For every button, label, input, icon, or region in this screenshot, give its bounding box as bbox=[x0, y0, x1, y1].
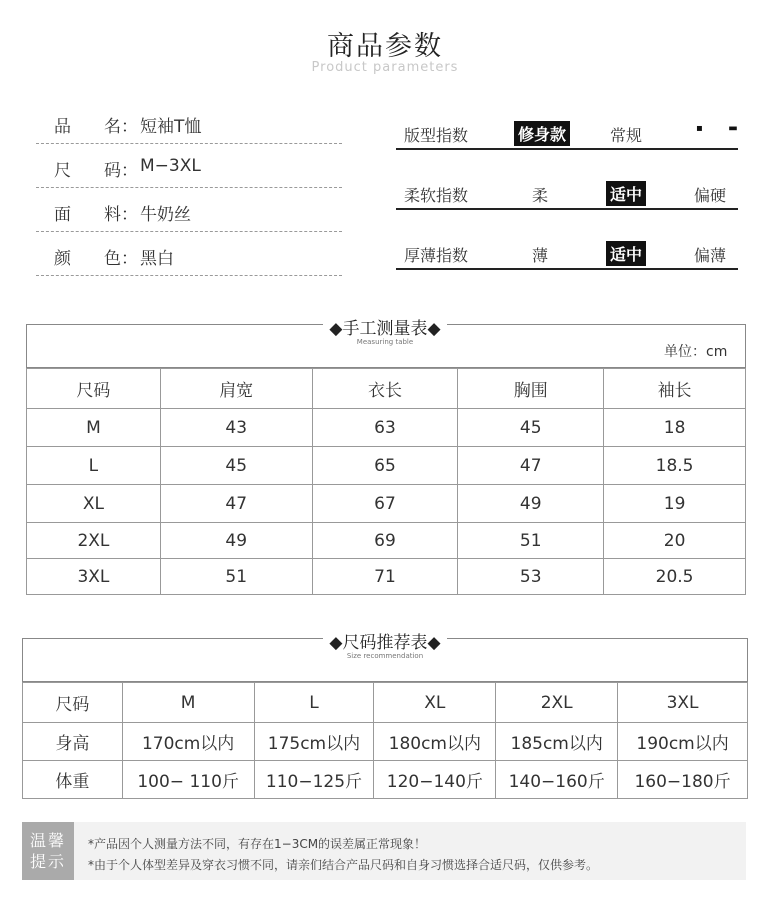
table-header-cell: L bbox=[254, 683, 374, 723]
tip-panel bbox=[22, 822, 746, 880]
table-cell: 175cm以内 bbox=[254, 723, 374, 761]
table-cell: 51 bbox=[458, 523, 604, 559]
table-cell: 180cm以内 bbox=[374, 723, 496, 761]
table-cell: 67 bbox=[312, 485, 458, 523]
recommend-table bbox=[22, 682, 748, 799]
table-row bbox=[23, 761, 748, 799]
recommend-title: ◆尺码推荐表◆ bbox=[0, 628, 770, 653]
table-cell: 18.5 bbox=[604, 447, 746, 485]
index-option: 偏硬 bbox=[694, 186, 727, 205]
page-subtitle: Product parameters bbox=[311, 60, 459, 75]
index-option: 薄 bbox=[532, 246, 549, 265]
table-cell: 45 bbox=[458, 409, 604, 447]
table-cell: 71 bbox=[312, 559, 458, 595]
table-header-cell: XL bbox=[374, 683, 496, 723]
attribute-key: 码： bbox=[104, 161, 138, 181]
attribute-key: 名： bbox=[104, 117, 138, 137]
table-cell: 47 bbox=[160, 485, 312, 523]
measure-table bbox=[26, 368, 746, 595]
page-title: 商品参数 bbox=[327, 31, 443, 62]
table-row bbox=[27, 485, 746, 523]
table-header-cell: M bbox=[122, 683, 254, 723]
attribute-key: 品 bbox=[54, 117, 71, 137]
measure-title: ◆手工测量表◆ bbox=[0, 314, 770, 339]
recommend-subtitle: Size recommendation bbox=[346, 652, 424, 660]
table-cell: 49 bbox=[160, 523, 312, 559]
attribute-value: M−3XL bbox=[140, 156, 201, 176]
table-row bbox=[27, 447, 746, 485]
table-row bbox=[27, 523, 746, 559]
table-header-cell: 袖长 bbox=[604, 369, 746, 409]
tip-label bbox=[22, 822, 74, 880]
table-header-cell: 尺码 bbox=[23, 683, 123, 723]
attribute-value: 牛奶丝 bbox=[140, 205, 191, 225]
attribute-row bbox=[36, 188, 342, 232]
table-header-cell: 胸围 bbox=[458, 369, 604, 409]
table-cell: 51 bbox=[160, 559, 312, 595]
table-cell: 49 bbox=[458, 485, 604, 523]
measure-subtitle: Measuring table bbox=[356, 338, 414, 346]
table-header-cell: 尺码 bbox=[27, 369, 161, 409]
table-cell: 身高 bbox=[23, 723, 123, 761]
index-option: 柔 bbox=[532, 186, 549, 205]
table-cell: 20 bbox=[604, 523, 746, 559]
index-option: 偏薄 bbox=[694, 246, 727, 265]
table-cell: 47 bbox=[458, 447, 604, 485]
tip-line: *产品因个人测量方法不同，有存在1−3CM的误差属正常现象！ bbox=[88, 837, 427, 851]
index-row-fit bbox=[396, 118, 738, 150]
table-row bbox=[23, 723, 748, 761]
unit-label: 单位：cm bbox=[664, 344, 728, 360]
table-row bbox=[27, 409, 746, 447]
attribute-key: 料： bbox=[104, 205, 138, 225]
table-cell: 140−160斤 bbox=[496, 761, 618, 799]
table-cell: 19 bbox=[604, 485, 746, 523]
table-header-cell: 衣长 bbox=[312, 369, 458, 409]
index-option-selected: 适中 bbox=[606, 241, 646, 266]
dots-decoration: ▪ ▬ bbox=[696, 123, 738, 134]
index-row-thickness bbox=[396, 238, 738, 270]
index-label: 厚薄指数 bbox=[404, 246, 469, 265]
attribute-key: 尺 bbox=[54, 161, 71, 181]
table-cell: 63 bbox=[312, 409, 458, 447]
index-label: 版型指数 bbox=[404, 126, 469, 145]
index-label: 柔软指数 bbox=[404, 186, 469, 205]
table-cell: 43 bbox=[160, 409, 312, 447]
attribute-row bbox=[36, 144, 342, 188]
table-header-cell: 2XL bbox=[496, 683, 618, 723]
index-option-selected: 适中 bbox=[606, 181, 646, 206]
table-cell: 体重 bbox=[23, 761, 123, 799]
table-cell: 65 bbox=[312, 447, 458, 485]
attribute-row bbox=[36, 232, 342, 276]
table-cell: 170cm以内 bbox=[122, 723, 254, 761]
index-option-selected: 修身款 bbox=[514, 121, 570, 146]
table-row bbox=[27, 559, 746, 595]
table-cell: 100− 110斤 bbox=[122, 761, 254, 799]
attribute-key: 色： bbox=[104, 249, 138, 269]
table-cell: 160−180斤 bbox=[618, 761, 748, 799]
table-cell: 3XL bbox=[27, 559, 161, 595]
attribute-key: 面 bbox=[54, 205, 71, 225]
index-option: 常规 bbox=[610, 126, 643, 145]
table-cell: XL bbox=[27, 485, 161, 523]
table-cell: 18 bbox=[604, 409, 746, 447]
table-cell: 69 bbox=[312, 523, 458, 559]
tip-label-line: 提示 bbox=[29, 852, 66, 871]
index-row-softness bbox=[396, 178, 738, 210]
table-cell: 2XL bbox=[27, 523, 161, 559]
table-header-cell: 肩宽 bbox=[160, 369, 312, 409]
attribute-value: 短袖T恤 bbox=[140, 117, 202, 137]
attribute-value: 黑白 bbox=[140, 249, 174, 269]
table-cell: 190cm以内 bbox=[618, 723, 748, 761]
table-cell: M bbox=[27, 409, 161, 447]
tip-label-line: 温馨 bbox=[29, 831, 66, 850]
attribute-row bbox=[36, 100, 342, 144]
table-header-cell: 3XL bbox=[618, 683, 748, 723]
table-cell: 20.5 bbox=[604, 559, 746, 595]
table-cell: 53 bbox=[458, 559, 604, 595]
table-cell: 110−125斤 bbox=[254, 761, 374, 799]
table-header-row bbox=[27, 369, 746, 409]
attribute-key: 颜 bbox=[54, 249, 71, 269]
table-cell: L bbox=[27, 447, 161, 485]
table-cell: 45 bbox=[160, 447, 312, 485]
table-header-row bbox=[23, 683, 748, 723]
table-cell: 120−140斤 bbox=[374, 761, 496, 799]
table-cell: 185cm以内 bbox=[496, 723, 618, 761]
tip-line: *由于个人体型差异及穿衣习惯不同，请亲们结合产品尺码和自身习惯选择合适尺码，仅供参考。 bbox=[88, 858, 599, 872]
